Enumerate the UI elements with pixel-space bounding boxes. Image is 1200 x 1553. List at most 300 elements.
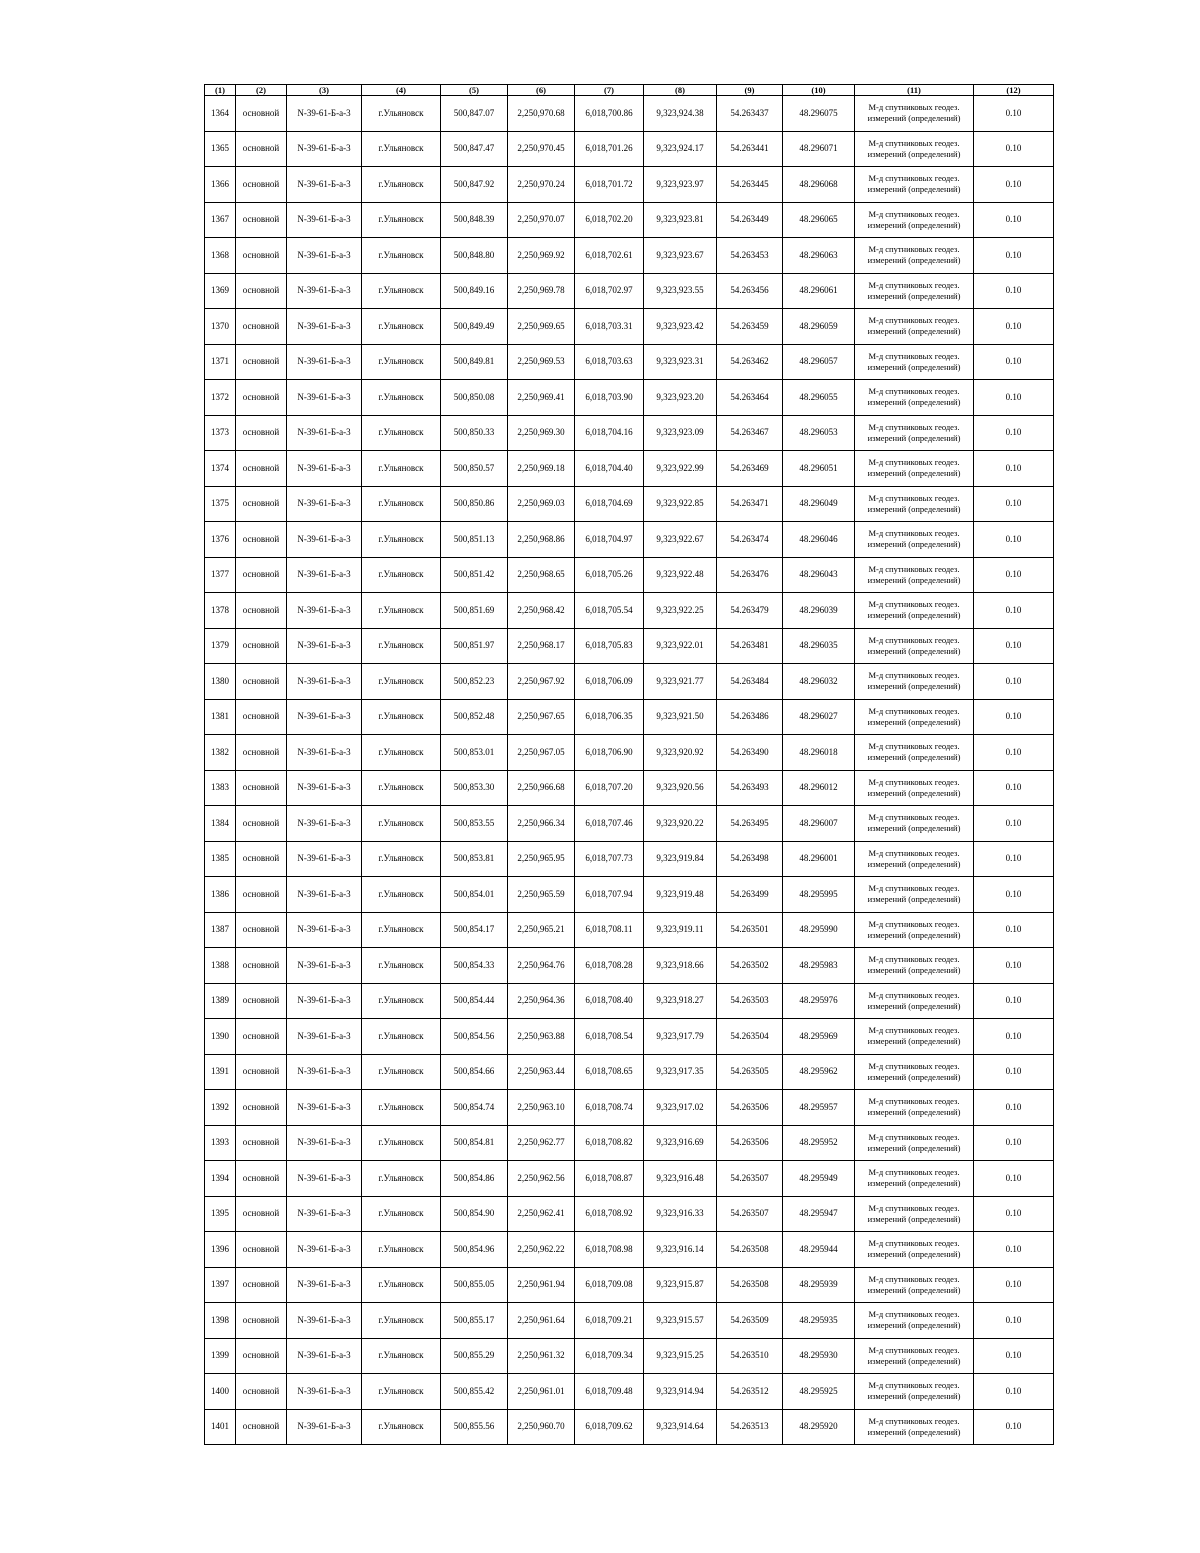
cell-point-number: 1367 [205,202,236,238]
cell-longitude: 48.296032 [783,664,855,700]
cell-map-sheet: N-39-61-Б-а-3 [287,1161,362,1197]
cell-coord-x2: 6,018,708.40 [575,983,644,1019]
cell-coord-x2: 6,018,704.16 [575,415,644,451]
cell-coord-x: 500,854.17 [441,912,508,948]
cell-method: М-д спутниковых геодез. измерений (определений) [855,415,974,451]
cell-coord-y2: 9,323,915.25 [644,1338,717,1374]
cell-point-type: основной [236,628,287,664]
cell-point-number: 1376 [205,522,236,558]
cell-accuracy: 0.10 [974,486,1054,522]
cell-longitude: 48.295952 [783,1125,855,1161]
cell-coord-y2: 9,323,922.25 [644,593,717,629]
cell-coord-x: 500,848.39 [441,202,508,238]
cell-map-sheet: N-39-61-Б-а-3 [287,344,362,380]
cell-coord-x: 500,855.29 [441,1338,508,1374]
cell-method: М-д спутниковых геодез. измерений (определений) [855,948,974,984]
cell-locality: г.Ульяновск [362,344,441,380]
cell-point-number: 1382 [205,735,236,771]
cell-longitude: 48.296051 [783,451,855,487]
cell-latitude: 54.263509 [717,1303,783,1339]
column-header-latitude: (9) [717,85,783,96]
cell-latitude: 54.263469 [717,451,783,487]
cell-longitude: 48.295935 [783,1303,855,1339]
cell-map-sheet: N-39-61-Б-а-3 [287,699,362,735]
cell-longitude: 48.296063 [783,238,855,274]
table-row [205,1232,1054,1268]
column-header-coord-y: (6) [508,85,575,96]
cell-point-number: 1366 [205,167,236,203]
cell-map-sheet: N-39-61-Б-а-3 [287,1374,362,1410]
cell-longitude: 48.296057 [783,344,855,380]
cell-method: М-д спутниковых геодез. измерений (определений) [855,664,974,700]
cell-coord-x: 500,849.16 [441,273,508,309]
cell-coord-x: 500,849.49 [441,309,508,345]
cell-accuracy: 0.10 [974,983,1054,1019]
cell-point-type: основной [236,1019,287,1055]
cell-latitude: 54.263445 [717,167,783,203]
cell-method: М-д спутниковых геодез. измерений (определений) [855,131,974,167]
cell-locality: г.Ульяновск [362,1161,441,1197]
table-row [205,451,1054,487]
cell-method: М-д спутниковых геодез. измерений (определений) [855,202,974,238]
table-row [205,522,1054,558]
cell-coord-y: 2,250,968.17 [508,628,575,664]
cell-point-number: 1378 [205,593,236,629]
cell-point-type: основной [236,593,287,629]
cell-coord-x: 500,854.81 [441,1125,508,1161]
cell-accuracy: 0.10 [974,96,1054,132]
cell-coord-y: 2,250,962.22 [508,1232,575,1268]
cell-coord-x2: 6,018,702.97 [575,273,644,309]
cell-point-type: основной [236,1090,287,1126]
column-header-map-sheet: (3) [287,85,362,96]
cell-point-number: 1395 [205,1196,236,1232]
cell-coord-x2: 6,018,708.54 [575,1019,644,1055]
cell-locality: г.Ульяновск [362,699,441,735]
cell-coord-y2: 9,323,916.69 [644,1125,717,1161]
cell-coord-y: 2,250,966.34 [508,806,575,842]
cell-locality: г.Ульяновск [362,1267,441,1303]
table-row [205,1409,1054,1445]
cell-coord-x: 500,854.86 [441,1161,508,1197]
cell-point-number: 1401 [205,1409,236,1445]
cell-accuracy: 0.10 [974,273,1054,309]
cell-accuracy: 0.10 [974,1267,1054,1303]
cell-longitude: 48.296049 [783,486,855,522]
cell-method: М-д спутниковых геодез. измерений (определений) [855,1409,974,1445]
cell-point-type: основной [236,1161,287,1197]
cell-method: М-д спутниковых геодез. измерений (определений) [855,1267,974,1303]
cell-coord-y: 2,250,969.03 [508,486,575,522]
cell-longitude: 48.296055 [783,380,855,416]
cell-accuracy: 0.10 [974,1409,1054,1445]
cell-coord-x2: 6,018,708.11 [575,912,644,948]
cell-coord-x: 500,852.23 [441,664,508,700]
cell-map-sheet: N-39-61-Б-а-3 [287,451,362,487]
cell-coord-x2: 6,018,704.69 [575,486,644,522]
cell-method: М-д спутниковых геодез. измерений (определений) [855,1196,974,1232]
cell-coord-y: 2,250,969.30 [508,415,575,451]
header-row [205,85,1054,96]
cell-coord-x: 500,854.74 [441,1090,508,1126]
cell-longitude: 48.296001 [783,841,855,877]
cell-map-sheet: N-39-61-Б-а-3 [287,1303,362,1339]
cell-longitude: 48.295962 [783,1054,855,1090]
cell-method: М-д спутниковых геодез. измерений (определений) [855,983,974,1019]
cell-accuracy: 0.10 [974,167,1054,203]
cell-accuracy: 0.10 [974,806,1054,842]
cell-coord-y2: 9,323,922.67 [644,522,717,558]
cell-latitude: 54.263495 [717,806,783,842]
cell-coord-x: 500,852.48 [441,699,508,735]
cell-coord-x2: 6,018,705.54 [575,593,644,629]
cell-map-sheet: N-39-61-Б-а-3 [287,770,362,806]
cell-coord-x2: 6,018,703.90 [575,380,644,416]
table-row [205,1303,1054,1339]
cell-coord-x2: 6,018,708.82 [575,1125,644,1161]
cell-accuracy: 0.10 [974,841,1054,877]
cell-map-sheet: N-39-61-Б-а-3 [287,486,362,522]
cell-coord-x2: 6,018,701.26 [575,131,644,167]
cell-coord-y2: 9,323,916.33 [644,1196,717,1232]
table-row [205,309,1054,345]
cell-point-number: 1389 [205,983,236,1019]
cell-coord-x: 500,854.56 [441,1019,508,1055]
cell-latitude: 54.263502 [717,948,783,984]
cell-locality: г.Ульяновск [362,1374,441,1410]
table-row [205,131,1054,167]
cell-latitude: 54.263484 [717,664,783,700]
cell-point-type: основной [236,948,287,984]
table-row [205,96,1054,132]
table-row [205,1338,1054,1374]
cell-coord-x2: 6,018,704.97 [575,522,644,558]
cell-coord-y: 2,250,969.65 [508,309,575,345]
cell-locality: г.Ульяновск [362,983,441,1019]
cell-coord-y2: 9,323,923.31 [644,344,717,380]
table-row [205,806,1054,842]
cell-coord-x: 500,851.69 [441,593,508,629]
cell-point-type: основной [236,1267,287,1303]
cell-locality: г.Ульяновск [362,1125,441,1161]
cell-map-sheet: N-39-61-Б-а-3 [287,557,362,593]
cell-method: М-д спутниковых геодез. измерений (определений) [855,699,974,735]
cell-accuracy: 0.10 [974,735,1054,771]
cell-coord-y2: 9,323,922.48 [644,557,717,593]
cell-point-number: 1375 [205,486,236,522]
cell-map-sheet: N-39-61-Б-а-3 [287,1090,362,1126]
cell-point-number: 1372 [205,380,236,416]
cell-coord-y: 2,250,969.92 [508,238,575,274]
cell-point-number: 1373 [205,415,236,451]
cell-coord-x: 500,855.42 [441,1374,508,1410]
cell-point-number: 1383 [205,770,236,806]
cell-coord-y: 2,250,961.01 [508,1374,575,1410]
cell-map-sheet: N-39-61-Б-а-3 [287,1267,362,1303]
cell-method: М-д спутниковых геодез. измерений (определений) [855,1374,974,1410]
cell-point-type: основной [236,770,287,806]
cell-map-sheet: N-39-61-Б-а-3 [287,1196,362,1232]
cell-point-number: 1392 [205,1090,236,1126]
cell-coord-x: 500,853.01 [441,735,508,771]
table-row [205,380,1054,416]
cell-coord-y: 2,250,969.41 [508,380,575,416]
cell-point-type: основной [236,522,287,558]
cell-point-number: 1393 [205,1125,236,1161]
cell-coord-x2: 6,018,706.90 [575,735,644,771]
cell-point-type: основной [236,664,287,700]
cell-coord-x: 500,848.80 [441,238,508,274]
cell-locality: г.Ульяновск [362,1303,441,1339]
cell-longitude: 48.295930 [783,1338,855,1374]
cell-method: М-д спутниковых геодез. измерений (определений) [855,841,974,877]
cell-point-type: основной [236,1232,287,1268]
cell-coord-y2: 9,323,921.50 [644,699,717,735]
coordinates-table [204,84,1054,1445]
cell-coord-x: 500,847.07 [441,96,508,132]
cell-latitude: 54.263505 [717,1054,783,1090]
cell-latitude: 54.263503 [717,983,783,1019]
cell-longitude: 48.295920 [783,1409,855,1445]
cell-point-type: основной [236,202,287,238]
cell-coord-y2: 9,323,918.66 [644,948,717,984]
cell-coord-x: 500,851.97 [441,628,508,664]
cell-coord-x2: 6,018,703.63 [575,344,644,380]
cell-locality: г.Ульяновск [362,1409,441,1445]
cell-point-type: основной [236,96,287,132]
table-row [205,557,1054,593]
cell-longitude: 48.296039 [783,593,855,629]
cell-accuracy: 0.10 [974,628,1054,664]
cell-latitude: 54.263499 [717,877,783,913]
cell-coord-y: 2,250,965.21 [508,912,575,948]
cell-latitude: 54.263479 [717,593,783,629]
cell-longitude: 48.296059 [783,309,855,345]
cell-point-number: 1371 [205,344,236,380]
table-row [205,1019,1054,1055]
cell-point-number: 1365 [205,131,236,167]
cell-latitude: 54.263510 [717,1338,783,1374]
cell-point-type: основной [236,1125,287,1161]
cell-accuracy: 0.10 [974,593,1054,629]
cell-coord-y: 2,250,967.92 [508,664,575,700]
cell-accuracy: 0.10 [974,664,1054,700]
cell-point-type: основной [236,699,287,735]
cell-point-type: основной [236,1054,287,1090]
cell-locality: г.Ульяновск [362,486,441,522]
cell-coord-x: 500,854.44 [441,983,508,1019]
cell-coord-y: 2,250,968.86 [508,522,575,558]
cell-latitude: 54.263481 [717,628,783,664]
cell-latitude: 54.263459 [717,309,783,345]
cell-point-type: основной [236,735,287,771]
cell-map-sheet: N-39-61-Б-а-3 [287,167,362,203]
cell-accuracy: 0.10 [974,1196,1054,1232]
cell-map-sheet: N-39-61-Б-а-3 [287,202,362,238]
cell-longitude: 48.295969 [783,1019,855,1055]
cell-coord-x2: 6,018,709.08 [575,1267,644,1303]
cell-point-number: 1369 [205,273,236,309]
column-header-locality: (4) [362,85,441,96]
cell-latitude: 54.263437 [717,96,783,132]
cell-coord-x: 500,853.81 [441,841,508,877]
cell-coord-y: 2,250,962.56 [508,1161,575,1197]
cell-map-sheet: N-39-61-Б-а-3 [287,131,362,167]
table-body [205,96,1054,1445]
cell-coord-x2: 6,018,705.83 [575,628,644,664]
table-row [205,202,1054,238]
cell-map-sheet: N-39-61-Б-а-3 [287,983,362,1019]
cell-longitude: 48.296012 [783,770,855,806]
cell-coord-y2: 9,323,923.09 [644,415,717,451]
cell-latitude: 54.263471 [717,486,783,522]
cell-coord-y: 2,250,970.07 [508,202,575,238]
cell-point-type: основной [236,912,287,948]
cell-coord-y2: 9,323,917.79 [644,1019,717,1055]
cell-locality: г.Ульяновск [362,273,441,309]
cell-locality: г.Ульяновск [362,948,441,984]
cell-map-sheet: N-39-61-Б-а-3 [287,96,362,132]
cell-method: М-д спутниковых геодез. измерений (определений) [855,1054,974,1090]
cell-locality: г.Ульяновск [362,522,441,558]
cell-locality: г.Ульяновск [362,770,441,806]
cell-longitude: 48.296068 [783,167,855,203]
cell-point-number: 1396 [205,1232,236,1268]
column-header-coord-x2: (7) [575,85,644,96]
cell-method: М-д спутниковых геодез. измерений (определений) [855,522,974,558]
cell-coord-y2: 9,323,919.11 [644,912,717,948]
cell-method: М-д спутниковых геодез. измерений (определений) [855,557,974,593]
cell-locality: г.Ульяновск [362,806,441,842]
cell-longitude: 48.296075 [783,96,855,132]
cell-map-sheet: N-39-61-Б-а-3 [287,1338,362,1374]
cell-point-type: основной [236,1409,287,1445]
cell-map-sheet: N-39-61-Б-а-3 [287,415,362,451]
cell-map-sheet: N-39-61-Б-а-3 [287,309,362,345]
cell-map-sheet: N-39-61-Б-а-3 [287,380,362,416]
cell-locality: г.Ульяновск [362,664,441,700]
cell-method: М-д спутниковых геодез. измерений (определений) [855,735,974,771]
cell-coord-y: 2,250,966.68 [508,770,575,806]
table-row [205,983,1054,1019]
cell-point-type: основной [236,451,287,487]
cell-point-number: 1381 [205,699,236,735]
cell-coord-y: 2,250,967.65 [508,699,575,735]
cell-point-number: 1388 [205,948,236,984]
column-header-accuracy: (12) [974,85,1054,96]
table-row [205,1196,1054,1232]
cell-locality: г.Ульяновск [362,451,441,487]
cell-point-number: 1380 [205,664,236,700]
cell-latitude: 54.263476 [717,557,783,593]
cell-latitude: 54.263507 [717,1161,783,1197]
cell-coord-x: 500,850.33 [441,415,508,451]
cell-map-sheet: N-39-61-Б-а-3 [287,664,362,700]
cell-point-type: основной [236,380,287,416]
cell-coord-x: 500,855.05 [441,1267,508,1303]
cell-coord-y2: 9,323,916.14 [644,1232,717,1268]
cell-point-type: основной [236,806,287,842]
table-row [205,770,1054,806]
cell-point-type: основной [236,1338,287,1374]
cell-coord-x: 500,850.57 [441,451,508,487]
cell-longitude: 48.295949 [783,1161,855,1197]
cell-coord-y: 2,250,967.05 [508,735,575,771]
cell-point-type: основной [236,415,287,451]
cell-coord-y2: 9,323,914.64 [644,1409,717,1445]
cell-latitude: 54.263441 [717,131,783,167]
cell-coord-y2: 9,323,919.48 [644,877,717,913]
cell-latitude: 54.263498 [717,841,783,877]
column-header-longitude: (10) [783,85,855,96]
cell-locality: г.Ульяновск [362,202,441,238]
cell-coord-y2: 9,323,923.42 [644,309,717,345]
cell-locality: г.Ульяновск [362,557,441,593]
cell-coord-y: 2,250,969.18 [508,451,575,487]
cell-coord-x2: 6,018,708.92 [575,1196,644,1232]
cell-accuracy: 0.10 [974,1303,1054,1339]
cell-accuracy: 0.10 [974,238,1054,274]
cell-longitude: 48.296071 [783,131,855,167]
cell-point-number: 1370 [205,309,236,345]
cell-longitude: 48.296007 [783,806,855,842]
cell-coord-y: 2,250,970.24 [508,167,575,203]
table-row [205,948,1054,984]
cell-coord-y2: 9,323,923.97 [644,167,717,203]
cell-map-sheet: N-39-61-Б-а-3 [287,593,362,629]
cell-point-type: основной [236,309,287,345]
cell-coord-y: 2,250,968.42 [508,593,575,629]
cell-point-type: основной [236,877,287,913]
cell-method: М-д спутниковых геодез. измерений (определений) [855,380,974,416]
cell-point-number: 1394 [205,1161,236,1197]
cell-method: М-д спутниковых геодез. измерений (определений) [855,344,974,380]
cell-latitude: 54.263501 [717,912,783,948]
cell-longitude: 48.296065 [783,202,855,238]
cell-point-type: основной [236,167,287,203]
cell-coord-y: 2,250,964.36 [508,983,575,1019]
cell-longitude: 48.295944 [783,1232,855,1268]
cell-map-sheet: N-39-61-Б-а-3 [287,735,362,771]
cell-map-sheet: N-39-61-Б-а-3 [287,1019,362,1055]
cell-locality: г.Ульяновск [362,1090,441,1126]
cell-longitude: 48.295957 [783,1090,855,1126]
cell-longitude: 48.296018 [783,735,855,771]
cell-point-number: 1374 [205,451,236,487]
cell-latitude: 54.263507 [717,1196,783,1232]
cell-coord-y: 2,250,970.68 [508,96,575,132]
column-header-method: (11) [855,85,974,96]
cell-point-type: основной [236,557,287,593]
cell-coord-x2: 6,018,707.46 [575,806,644,842]
cell-coord-y: 2,250,963.44 [508,1054,575,1090]
cell-accuracy: 0.10 [974,699,1054,735]
cell-coord-x2: 6,018,702.20 [575,202,644,238]
cell-longitude: 48.296043 [783,557,855,593]
table-row [205,238,1054,274]
cell-method: М-д спутниковых геодез. измерений (определений) [855,1125,974,1161]
cell-locality: г.Ульяновск [362,877,441,913]
table-row [205,167,1054,203]
cell-map-sheet: N-39-61-Б-а-3 [287,1409,362,1445]
cell-coord-x2: 6,018,709.34 [575,1338,644,1374]
cell-method: М-д спутниковых геодез. измерений (определений) [855,273,974,309]
cell-latitude: 54.263474 [717,522,783,558]
cell-point-type: основной [236,131,287,167]
cell-coord-x2: 6,018,704.40 [575,451,644,487]
cell-locality: г.Ульяновск [362,167,441,203]
cell-accuracy: 0.10 [974,131,1054,167]
